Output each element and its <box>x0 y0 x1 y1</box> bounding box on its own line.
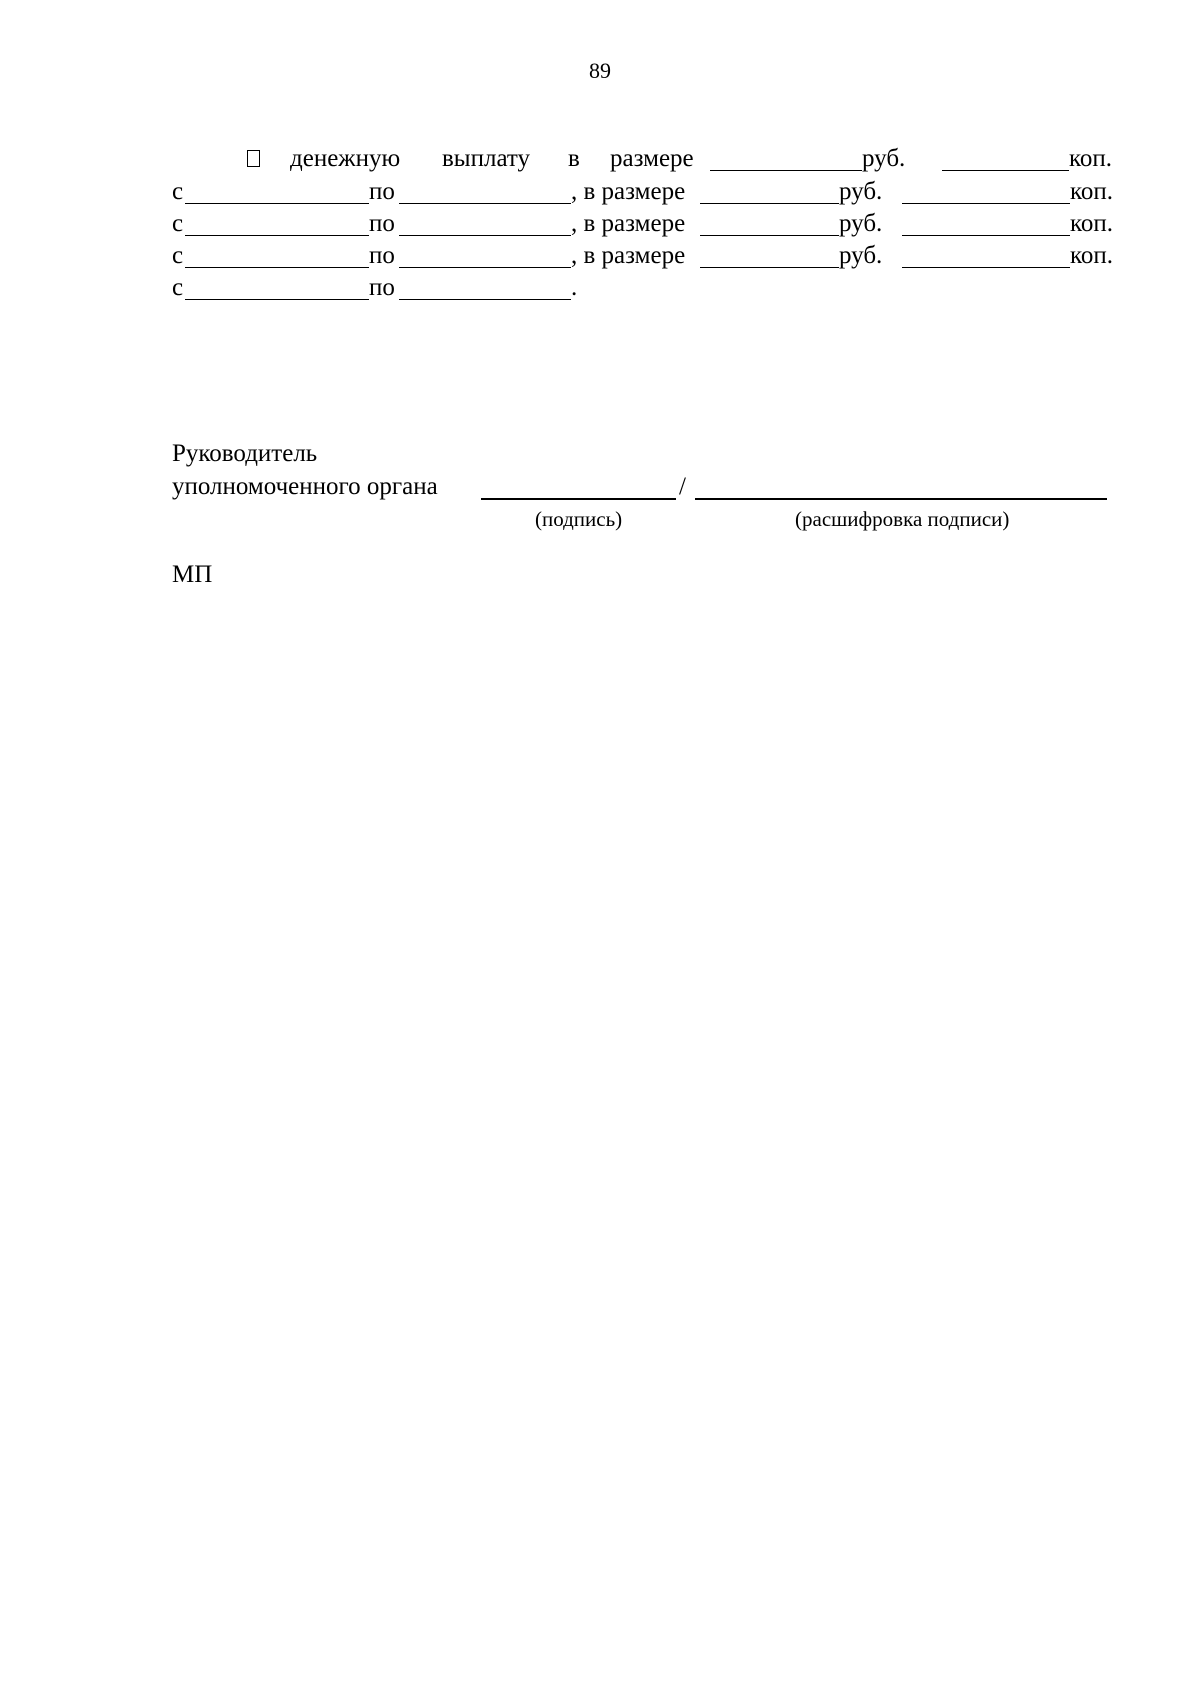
amount-rub-blank[interactable] <box>700 176 839 204</box>
payment-lead-word: денежную <box>290 145 401 172</box>
signature-separator: / <box>679 473 686 500</box>
size-label: , в размере <box>571 242 686 269</box>
date-from-blank[interactable] <box>185 176 369 204</box>
from-label: с <box>172 210 184 237</box>
payment-line-1 <box>172 143 1117 175</box>
signature-caption: (подпись) <box>535 507 623 531</box>
amount-kop-blank[interactable] <box>942 143 1069 171</box>
amount-kop-blank[interactable] <box>902 176 1070 204</box>
end-period: . <box>571 274 578 301</box>
size-label: размере <box>610 145 694 172</box>
empty-checkbox-icon[interactable] <box>247 150 260 167</box>
amount-rub-blank[interactable] <box>700 240 839 268</box>
from-label: с <box>172 178 184 205</box>
date-from-blank[interactable] <box>185 240 369 268</box>
period-line <box>172 208 1117 240</box>
signer-title-line-2: уполномоченного органа <box>172 473 438 500</box>
kop-label: коп. <box>1070 242 1114 269</box>
size-label: , в размере <box>571 178 686 205</box>
kop-label: коп. <box>1070 210 1114 237</box>
amount-kop-blank[interactable] <box>902 208 1070 236</box>
date-to-blank[interactable] <box>399 176 571 204</box>
rub-label: руб. <box>839 178 883 205</box>
payment-word-3: в <box>568 145 580 172</box>
period-final-line <box>172 272 1117 304</box>
size-label: , в размере <box>571 210 686 237</box>
rub-label: руб. <box>839 210 883 237</box>
date-from-blank[interactable] <box>185 208 369 236</box>
period-line <box>172 240 1117 272</box>
rub-label: руб. <box>862 145 906 172</box>
to-label: по <box>369 274 395 301</box>
rub-label: руб. <box>839 242 883 269</box>
signer-title-line-1: Руководитель <box>172 440 318 467</box>
signature-blank[interactable] <box>481 498 676 500</box>
kop-label: коп. <box>1069 145 1113 172</box>
date-to-blank[interactable] <box>399 208 571 236</box>
stamp-label: МП <box>172 561 213 588</box>
date-from-blank[interactable] <box>185 272 369 300</box>
date-to-blank[interactable] <box>399 240 571 268</box>
amount-rub-blank[interactable] <box>710 143 862 171</box>
from-label: с <box>172 242 184 269</box>
period-line <box>172 176 1117 208</box>
to-label: по <box>369 178 395 205</box>
decoding-caption: (расшифровка подписи) <box>795 507 1010 531</box>
from-label: с <box>172 274 184 301</box>
amount-rub-blank[interactable] <box>700 208 839 236</box>
date-to-blank[interactable] <box>399 272 571 300</box>
kop-label: коп. <box>1070 178 1114 205</box>
amount-kop-blank[interactable] <box>902 240 1070 268</box>
payment-word-2: выплату <box>442 145 531 172</box>
to-label: по <box>369 242 395 269</box>
page-number: 89 <box>589 58 611 83</box>
signature-decoding-blank[interactable] <box>695 498 1107 500</box>
to-label: по <box>369 210 395 237</box>
